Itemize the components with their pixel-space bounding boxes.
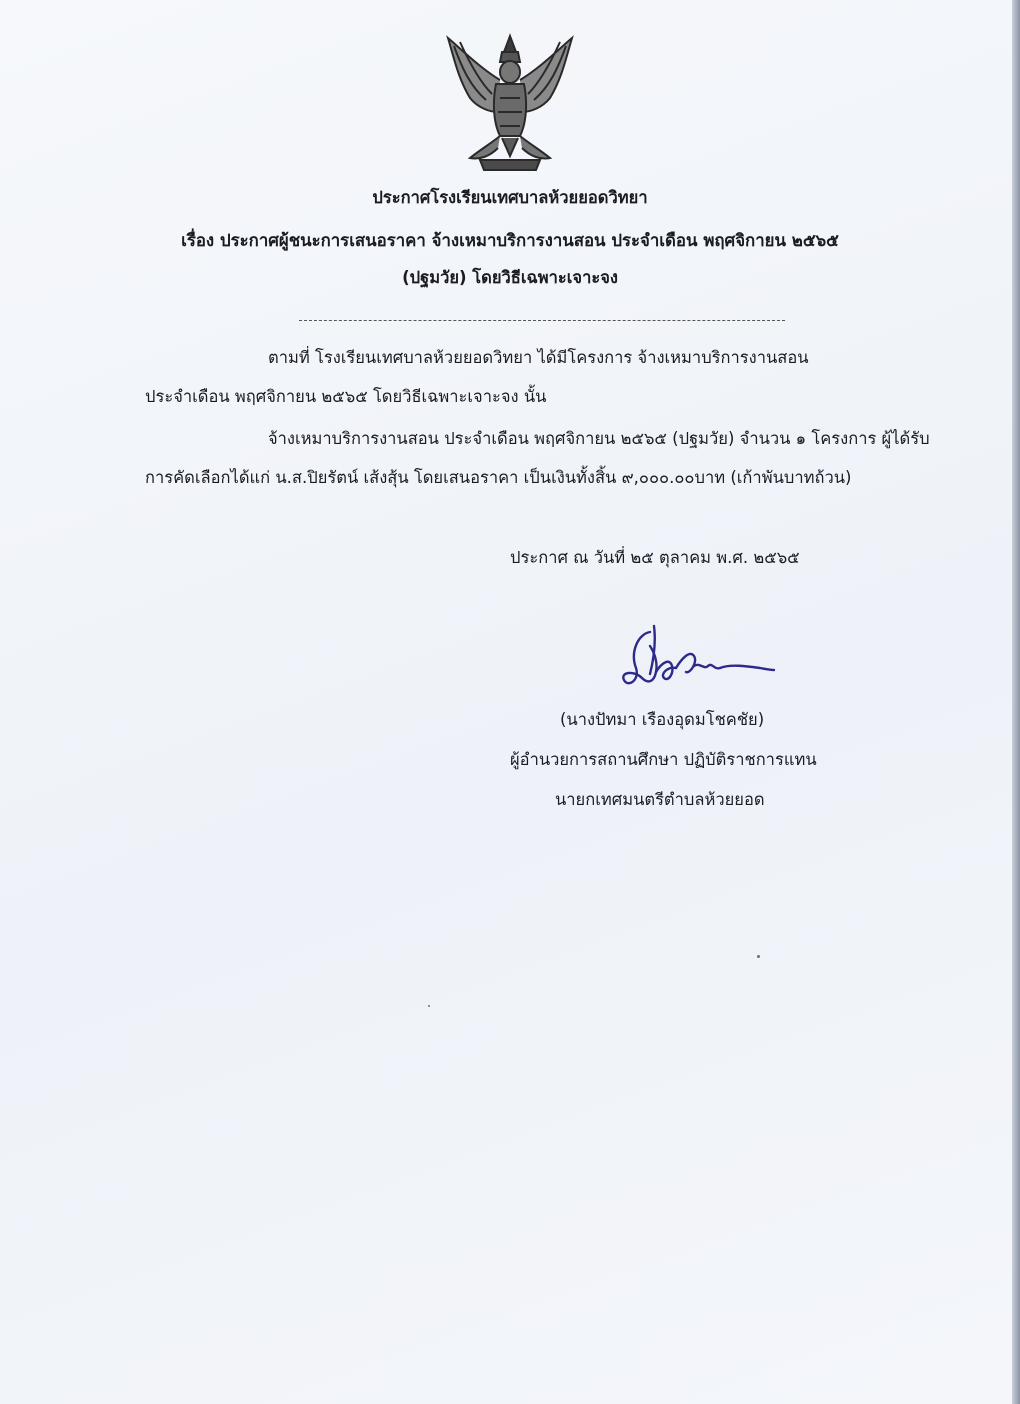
announcement-subject-line1: เรื่อง ประกาศผู้ชนะการเสนอราคา จ้างเหมาบริการงานสอน ประจำเดือน พฤศจิกายน ๒๕๖๕	[181, 230, 839, 250]
header-divider	[299, 320, 785, 321]
garuda-emblem-icon	[440, 28, 580, 178]
signatory-position-line1: ผู้อำนวยการสถานศึกษา ปฏิบัติราชการแทน	[510, 750, 817, 769]
scan-speck	[757, 955, 760, 958]
body-paragraph2-line2: การคัดเลือกได้แก่ น.ส.ปิยรัตน์ เส้งสุ้น โดยเสนอราคา เป็นเงินทั้งสิ้น ๙,๐๐๐.๐๐บาท (เก้าพันบาทถ้วน)	[145, 468, 852, 487]
scan-edge	[1012, 0, 1020, 1404]
body-paragraph1-line1: ตามที่ โรงเรียนเทศบาลห้วยยอดวิทยา ได้มีโครงการ จ้างเหมาบริการงานสอน	[268, 348, 809, 367]
body-paragraph2-line1: จ้างเหมาบริการงานสอน ประจำเดือน พฤศจิกายน ๒๕๖๕ (ปฐมวัย) จำนวน ๑ โครงการ ผู้ได้รับ	[268, 429, 930, 448]
announcement-subject-line2: (ปฐมวัย) โดยวิธีเฉพาะเจาะจง	[402, 268, 618, 287]
announcement-date: ประกาศ ณ วันที่ ๒๕ ตุลาคม พ.ศ. ๒๕๖๕	[510, 548, 800, 567]
handwritten-signature-icon	[610, 622, 780, 702]
scan-speck	[428, 1005, 430, 1007]
signatory-position-line2: นายกเทศมนตรีตำบลห้วยยอด	[555, 790, 765, 809]
body-paragraph1-line2: ประจำเดือน พฤศจิกายน ๒๕๖๕ โดยวิธีเฉพาะเจาะจง นั้น	[145, 387, 547, 406]
announcement-title: ประกาศโรงเรียนเทศบาลห้วยยอดวิทยา	[372, 188, 648, 207]
signatory-name: (นางปัทมา เรืองอุดมโชคชัย)	[560, 710, 765, 729]
